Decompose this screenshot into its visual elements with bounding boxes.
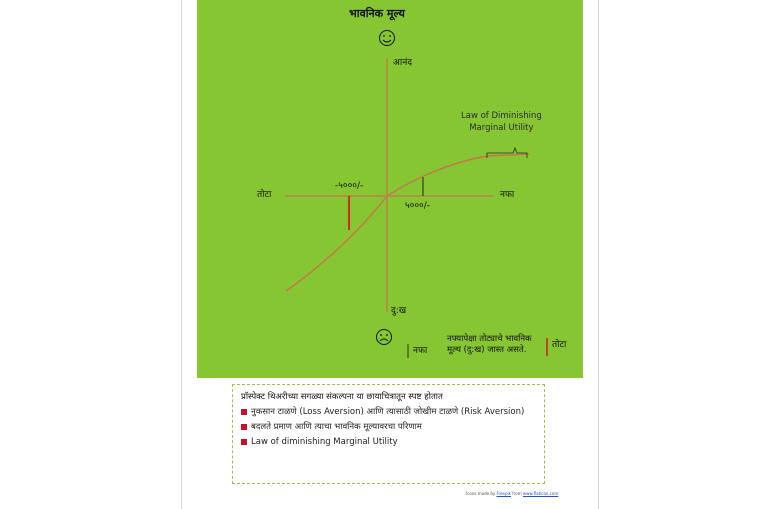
value-curve	[286, 154, 529, 291]
curve-label-line-1: Law of Diminishing	[461, 111, 542, 121]
summary-heading: प्रॉस्पेक्ट थिअरीच्या सगळ्या संकल्पना या छायाचित्रातून स्पष्ट होतात	[241, 392, 443, 402]
summary-item-text: बदलते प्रमाण आणि त्याचा भावनिक मूल्यावरचा परिणाम	[251, 422, 422, 432]
bullet-icon	[241, 409, 247, 415]
summary-box	[232, 384, 545, 484]
summary-item-text: Law of diminishing Marginal Utility	[251, 437, 398, 447]
bullet-icon	[241, 424, 247, 430]
smiley-happy-icon	[380, 31, 395, 46]
x-axis-left-label: तोटा	[257, 190, 272, 200]
footer-author-link[interactable]: Freepik	[496, 491, 511, 496]
attribution-footer	[466, 491, 558, 496]
curve-label-line-2: Marginal Utility	[469, 123, 534, 133]
y-axis-bottom-label: दु:ख	[391, 306, 407, 316]
summary-item	[241, 421, 536, 433]
summary-item-text: नुकसान टाळणे (Loss Aversion) आणि त्यासाठी जोखीम टाळणे (Risk Aversion)	[251, 407, 525, 417]
plateau-brace	[487, 148, 527, 158]
legend-gain-tag: नफा	[413, 346, 428, 356]
legend-loss-tag: तोटा	[552, 340, 567, 350]
curve-label	[461, 110, 542, 134]
summary-item	[241, 436, 536, 448]
summary-item	[241, 406, 536, 418]
footer-site-link[interactable]: www.flaticon.com	[522, 491, 559, 496]
legend-note: नफ्यापेक्षा तोट्याचे भावनिक मूल्य (दु:ख) जास्त असते.	[447, 334, 532, 355]
diagram-canvas	[197, 0, 583, 378]
smiley-sad-icon	[377, 330, 392, 345]
loss-amount-label: -५०००/-	[335, 181, 364, 191]
x-axis-right-label: नफा	[500, 190, 515, 200]
y-axis-top-label: आनंद	[393, 58, 412, 68]
footer-prefix: Icons made by	[466, 491, 496, 496]
diagram-title: भावनिक मूल्य	[349, 7, 405, 20]
gain-amount-label: ५०००/-	[405, 201, 430, 211]
prospect-theory-diagram	[197, 0, 583, 378]
footer-middle: from	[512, 491, 522, 496]
bullet-icon	[241, 439, 247, 445]
summary-list	[241, 406, 536, 448]
